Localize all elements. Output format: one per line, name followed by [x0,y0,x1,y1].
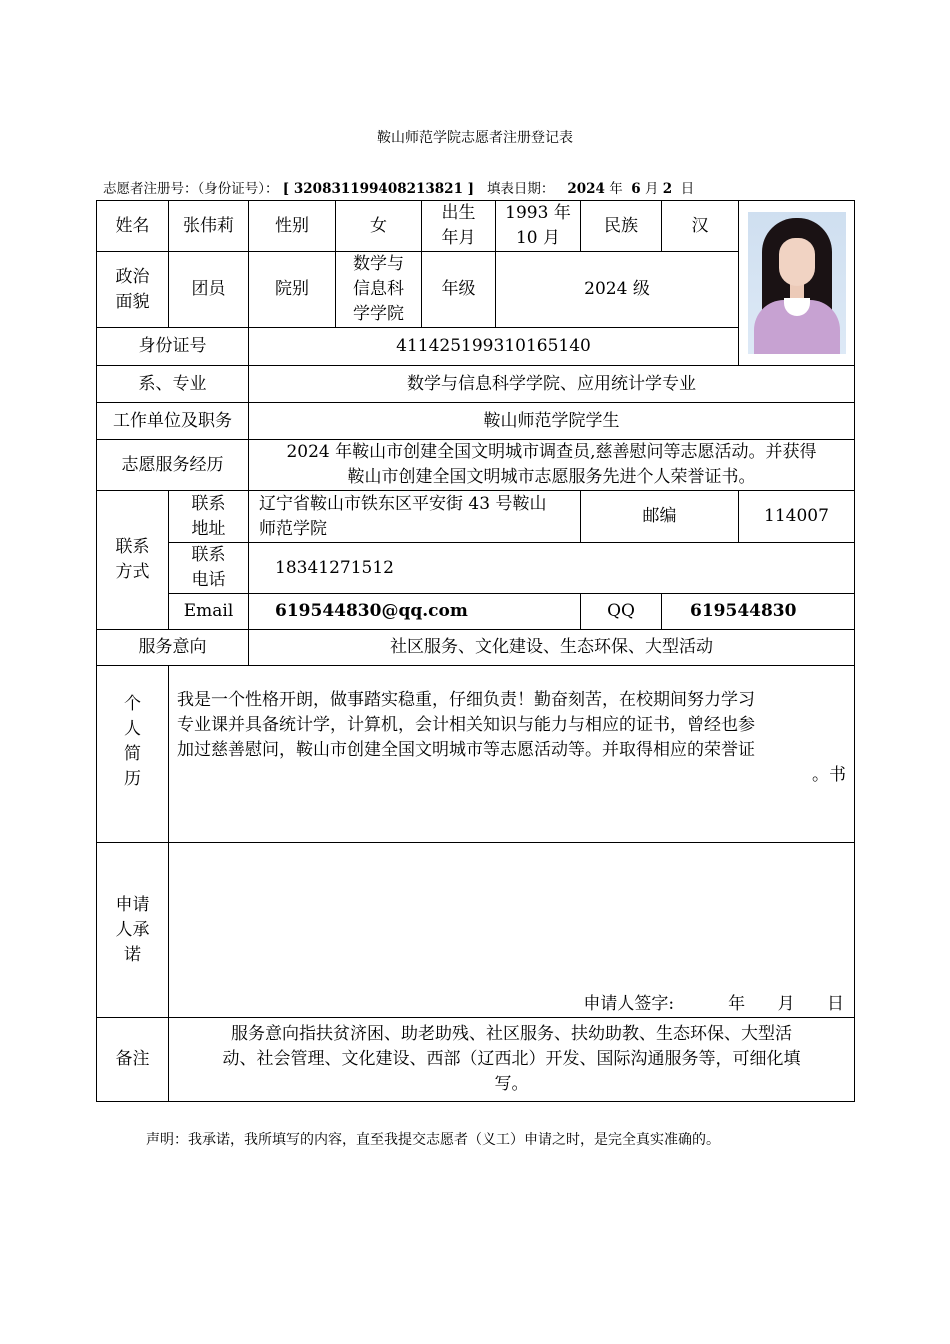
work-label: 工作单位及职务 [97,403,249,440]
email-value: 619544830@qq.com [249,594,581,630]
fill-date-month-unit: 月 [644,181,659,197]
experience-label: 志愿服务经历 [97,440,249,491]
gender-label: 性别 [249,201,336,252]
intent-value: 社区服务、文化建设、生态环保、大型活动 [249,630,855,666]
grade-value: 2024 级 [496,252,739,328]
qq-label: QQ [581,594,662,630]
qq-value: 619544830 [662,594,855,630]
applicant-signature-line: 申请人签字: 年 月 日 [169,843,855,1018]
fill-date-year: 2024 [567,181,605,197]
photo-cell [739,201,855,366]
phone-label: 联系 电话 [169,543,249,594]
zip-value: 114007 [739,491,855,543]
id-card-value: 411425199310165140 [249,328,739,366]
political-label: 政治 面貌 [97,252,169,328]
commitment-label: 申请 人承 诺 [97,843,169,1018]
political-value: 团员 [169,252,249,328]
email-label: Email [169,594,249,630]
major-value: 数学与信息科学学院、应用统计学专业 [249,366,855,403]
gender-value: 女 [336,201,422,252]
name-label: 姓名 [97,201,169,252]
resume-label: 个 人 简 历 [97,666,169,843]
resume-value: 我是一个性格开朗，做事踏实稳重，仔细负责！勤奋刻苦，在校期间努力学习 专业课并具备统计学，计算机，会计相关知识与能力与相应的证书，曾经也参 加过慈善慰问，鞍山市创建全国文明城市等志愿活动等。并取得相应的荣誉证 。书 [169,666,855,843]
form-title: 鞍山师范学院志愿者注册登记表 [377,130,573,146]
major-label: 系、专业 [97,366,249,403]
name-value: 张伟莉 [169,201,249,252]
remarks-value: 服务意向指扶贫济困、助老助残、社区服务、扶幼助教、生态环保、大型活 动、社会管理、文化建设、西部（辽西北）开发、国际沟通服务等，可细化填 写。 [169,1018,855,1102]
declaration: 声明：我承诺，我所填写的内容，直至我提交志愿者（义工）申请之时，是完全真实准确的。 [146,1132,720,1148]
intent-label: 服务意向 [97,630,249,666]
registration-line [103,177,694,197]
id-card-label: 身份证号 [97,328,249,366]
birth-label: 出生 年月 [422,201,496,252]
work-value: 鞍山师范学院学生 [249,403,855,440]
reg-label: 志愿者注册号：（身份证号）： [103,181,279,197]
fill-date-month: 6 [631,181,641,197]
fill-date-year-unit: 年 [609,181,623,197]
experience-value: 2024 年鞍山市创建全国文明城市调查员,慈善慰问等志愿活动。并获得 鞍山市创建全国文明城市志愿服务先进个人荣誉证书。 [249,440,855,491]
zip-label: 邮编 [581,491,739,543]
fill-date-day-unit: 日 [680,181,695,197]
contact-label: 联系 方式 [97,491,169,630]
grade-label: 年级 [422,252,496,328]
ethnicity-label: 民族 [581,201,662,252]
applicant-photo [748,212,846,354]
address-label: 联系 地址 [169,491,249,543]
registration-form-table [96,200,855,1102]
phone-value: 18341271512 [249,543,855,594]
address-value: 辽宁省鞍山市铁东区平安街 43 号鞍山 师范学院 [249,491,581,543]
college-label: 院别 [249,252,336,328]
remarks-label: 备注 [97,1018,169,1102]
fill-date-label: 填表日期： [486,181,555,197]
reg-number: [ 320831199408213821 ] [282,181,475,197]
ethnicity-value: 汉 [662,201,739,252]
birth-value: 1993 年 10 月 [496,201,581,252]
fill-date-day: 2 [662,181,673,197]
college-value: 数学与 信息科 学学院 [336,252,422,328]
